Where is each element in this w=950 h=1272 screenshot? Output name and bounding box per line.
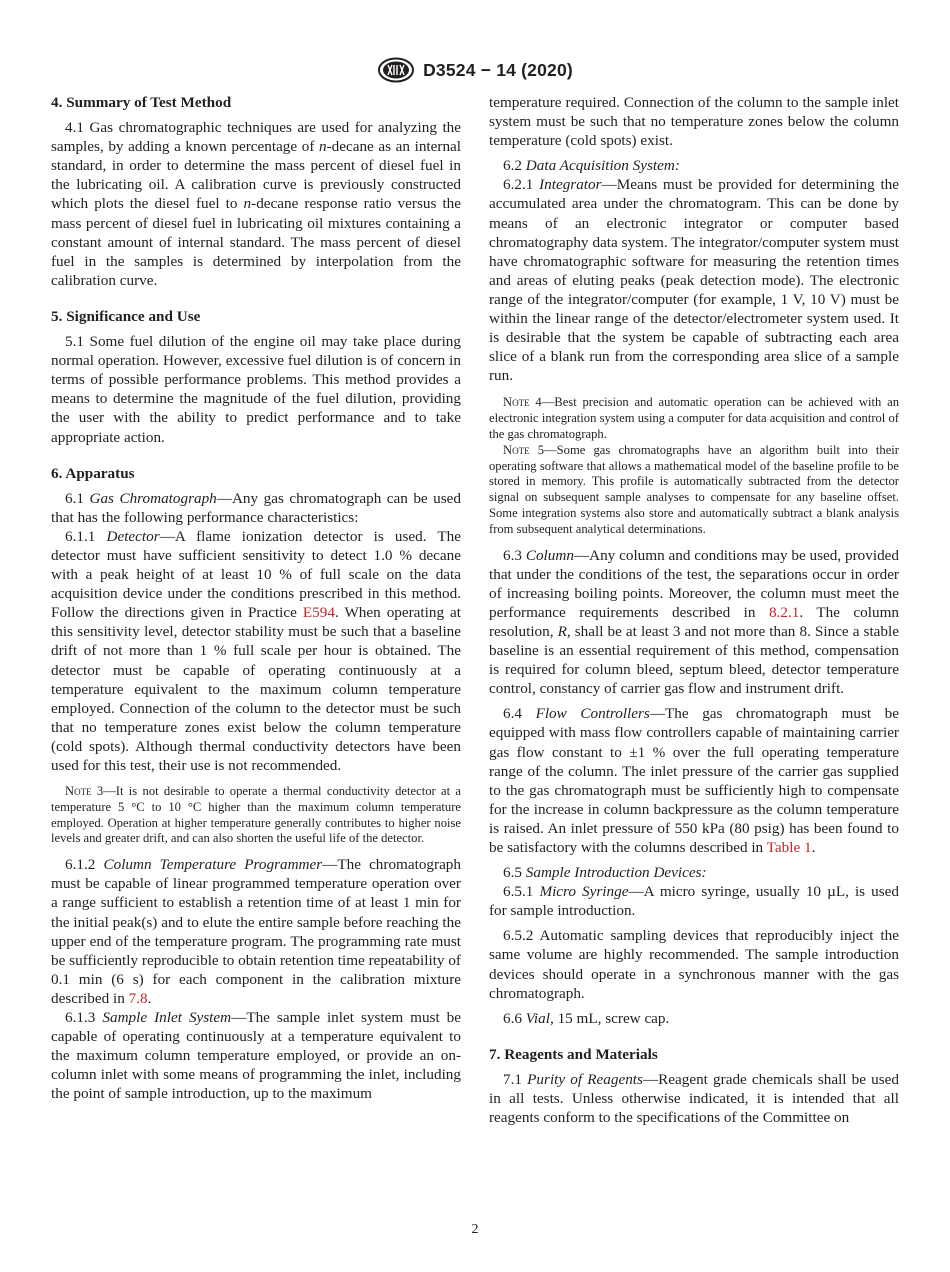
section-5-heading: 5. Significance and Use: [51, 307, 201, 325]
paragraph-6-5: 6.5 Sample Introduction Devices:: [503, 864, 707, 882]
link-8-2-1[interactable]: 8.2.1: [768, 603, 800, 621]
astm-logo-icon: [377, 57, 415, 83]
page-header: [0, 57, 950, 83]
left-column: [51, 93, 461, 1104]
paragraph-6-1: 6.1 Gas Chromatograph—Any gas chromatograph can be used that has the following performance characteristics:: [51, 489, 462, 526]
section-7-heading: 7. Reagents and Materials: [489, 1045, 658, 1063]
paragraph-6-5-1: 6.5.1 Micro Syringe—A micro syringe, usually 10 µL, is used for sample introduction.: [489, 883, 899, 920]
note-4: Note 4—Best precision and automatic operation can be achieved with an electronic integration system using a computer for data acquisition and control of the gas chromatograph.: [489, 395, 899, 441]
link-table-1[interactable]: Table 1: [766, 838, 812, 856]
paragraph-6-1-3: 6.1.3 Sample Inlet System—The sample inlet system must be capable of operating continuously at a temperature equivalent to the maximum column temperature employed, or provide an on-column inlet with some means of programming the inlet, including the point of sample introduction, up to the maximum: [51, 1009, 462, 1103]
paragraph-6-2-1: 6.2.1 Integrator—Means must be provided for determining the accumulated area under the chromatogram. This can be done by means of an electronic integrator or computer based chromatography data system. The integrator/computer system must have chromatographic software for measuring the retention times and areas of eluting peaks (peak detection mode). The electronic range of the integrator/computer (for example, 1 V, 10 V) must be within the linear range of the detector/electrometer system used. It is desirable that the system be capable of subtracting each area slice of a blank run from the corresponding area slice of a sample run.: [489, 176, 900, 385]
paragraph-7-1: 7.1 Purity of Reagents—Reagent grade chemicals shall be used in all tests. Unless otherwise indicated, it is intended that all reagents conform to the specifications of the Committee on: [489, 1070, 900, 1127]
paragraph-6-1-1: 6.1.1 Detector—A flame ionization detector is used. The detector must have sufficient sensitivity to detect 1.0 % decane with a peak height of at least 10 % of full scale on the data acquisition device under the conditions prescribed in this method. Follow the directions given in Practice E594. When operating at this sensitivity level, detector stability must be such that a baseline drift of not more than 1 % full scale per hour is obtained. The detector must be capable of operating continuously at a temperature equivalent to the maximum column temperature employed. Connection of the column to the detector must be such that no temperature zones exist below the column temperature (cold spots). Although thermal conductivity detectors have been used for this test, their use is not recommended.: [51, 527, 461, 774]
paragraph-6-6: 6.6 Vial, 15 mL, screw cap.: [503, 1009, 670, 1027]
link-e594[interactable]: E594: [302, 604, 335, 622]
page-number: 2: [471, 1222, 479, 1237]
paragraph-6-1-2: 6.1.2 Column Temperature Programmer—The chromatograph must be capable of linear programmed temperature operation over a range sufficient to establish a retention time of at least 1 min for the initial peak(s) and to elute the entire sample before reaching the upper end of the temperature program. The programming rate must be sufficiently reproducible to obtain retention time repeatability of 0.1 min (6 s) for each component in the calibration mixture described in 7.8.: [51, 856, 461, 1007]
note-5: Note 5—Some gas chromatographs have an algorithm built into their operating software that allows a mathematical model of the baseline profile to be stored in memory. This profile is automatically subtracted from the detector signal on subsequent sample analyses to compensate for any baseline offset. Some integration systems also store and automatically subtract a blank analysis from subsequent analytical determinations.: [489, 442, 899, 536]
section-4-heading: 4. Summary of Test Method: [51, 94, 232, 111]
paragraph-6-5-2: 6.5.2 Automatic sampling devices that reproducibly inject the same volume are highly recommended. The sample introduction devices should operate in a synchronous manner with the gas chromatograph.: [489, 927, 899, 1002]
note-3: Note 3—It is not desirable to operate a thermal conductivity detector at a temperature 5 °C to 10 °C higher than the maximum column temperature employed. Operation at higher temperature generally contributes to higher noise levels and greater drift, and can also shorten the useful life of the detector.: [51, 784, 461, 846]
paragraph-5-1: 5.1 Some fuel dilution of the engine oil may take place during normal operation. However, excessive fuel dilution is of concern in terms of possible performance problems. This method provides a means to determine the magnitude of the fuel dilution, providing the user with the ability to predict performance and to take appropriate action.: [51, 333, 461, 446]
paragraph-4-1: 4.1 Gas chromatographic techniques are used for analyzing the samples, by adding a known percentage of n-decane as an internal standard, in order to determine the mass percent of diesel fuel in the lubricating oil. A calibration curve is previously constructed which plots the diesel fuel to n-decane response ratio versus the mass percent of diesel fuel in lubricating oil mixtures containing a constant amount of internal standard. The mass percent of diesel fuel in the samples is determined by interpolation from the calibration curve.: [51, 119, 462, 289]
paragraph-6-3: 6.3 Column—Any column and conditions may be used, provided that under the conditions of the test, the separations occur in order of increasing boiling points. Moreover, the column must meet the performance requirements described in 8.2.1. The column resolution, R, shall be at least 3 and not more than 8. Since a stable baseline is an essential requirement of this method, compensation is required for column bleed, septum bleed, detector temperature control, constancy of carrier gas flow and instrument drift.: [489, 546, 899, 698]
right-column: [489, 93, 899, 1127]
document-designation: D3524 − 14 (2020): [423, 59, 573, 80]
paragraph-6-4: 6.4 Flow Controllers—The gas chromatograph must be equipped with mass flow controllers capable of maintaining carrier gas flow constant to ±1 % over the full operating temperature range of the column. The inlet pressure of the carrier gas supplied to the gas chromatograph must be sufficiently high to compensate for the increase in column backpressure as the column temperature is raised. An inlet pressure of 550 kPa (80 psig) has been found to be satisfactory with the columns described in Table 1.: [489, 705, 899, 856]
link-7-8[interactable]: 7.8: [128, 989, 148, 1007]
paragraph-6-2: 6.2 Data Acquisition System:: [503, 157, 680, 175]
paragraph-6-1-3-continued: temperature required. Connection of the column to the sample inlet system must be such that no temperature zones below the column temperature (cold spots) exist.: [489, 94, 899, 150]
section-6-heading: 6. Apparatus: [51, 464, 135, 482]
